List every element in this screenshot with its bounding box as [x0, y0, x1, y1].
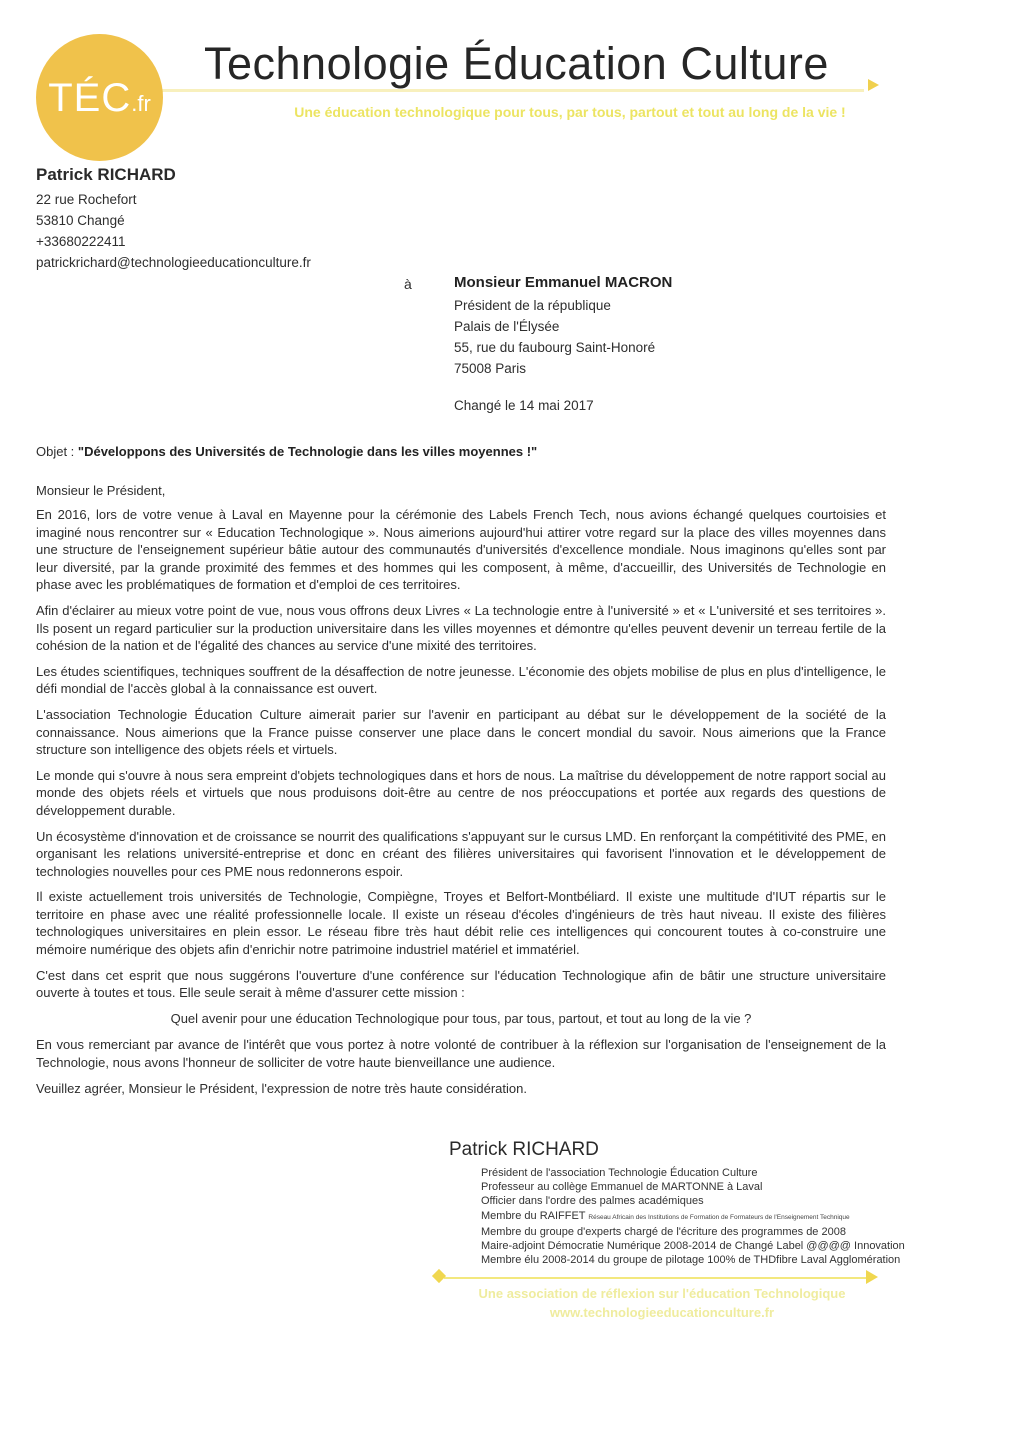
logo-main-text: TÉC: [48, 75, 132, 120]
footer-text: [452, 1284, 872, 1322]
signature-title: Président de l'association Technologie Éducation Culture: [481, 1167, 758, 1179]
signature-title: Membre du groupe d'experts chargé de l'écriture des programmes de 2008: [481, 1225, 846, 1238]
paragraph: Afin d'éclairer au mieux votre point de vue, nous vous offrons deux Livres « La technologie entre à l'université » et « L'université et ses territoires ». Ils posent un regard particulier sur la production universitaire dans les villes moyennes et démontre qu'elles peuvent devenir un terreau fertile de la cohésion de la nation et de l'égalité des chances au service d'une mixité des territoires.: [36, 602, 886, 654]
signature-title: Professeur au collège Emmanuel de MARTONNE à Laval: [481, 1181, 763, 1194]
paragraph: Le monde qui s'ouvre à nous sera empreint d'objets technologiques dans et hors de nous. La maîtrise du développement de notre rapport social au monde des objets réels et virtuels que nous produisons doit-être au centre de nos préoccupations et portée aux regards des questions de développement durable.: [36, 767, 886, 818]
footer-url: www.technologieeducationculture.fr: [549, 1305, 775, 1320]
paragraph: L'association Technologie Éducation Culture aimerait parier sur l'avenir en participant au débat sur le développement de la société de la connaissance. Nous aimerions que la France puisse conserver une place dans le concert mondial du savoir. Nous aimerions que la France structure son intelligence des objets réels et virtuels.: [36, 706, 886, 758]
paragraph: En vous remerciant par avance de l'intérêt que vous portez à notre volonté de contribuer à la réflexion sur l'organisation de l'enseignement de la Technologie, nous avons l'honneur de solliciter de votre haute bienveillance une audience.: [36, 1037, 886, 1071]
dateline: Changé le 14 mai 2017: [454, 398, 594, 413]
header-tagline: Une éducation technologique pour tous, par tous, partout et tout au long de la vie !: [294, 104, 846, 120]
salutation: Monsieur le Président,: [36, 483, 166, 498]
letter-body: [36, 506, 886, 1105]
subject-label: Objet :: [36, 444, 78, 459]
signature-titles: [481, 1166, 905, 1267]
recipient-line: 75008 Paris: [454, 361, 527, 376]
diamond-bullet-icon: [432, 1269, 446, 1283]
sender-block: [36, 164, 311, 273]
paragraph: Il existe actuellement trois universités de Technologie, Compiègne, Troyes et Belfort-Montbéliard. Il existe une multitude d'IUT répartis sur le territoire en phase avec une réalité professionnelle locale. Il existe un réseau d'écoles d'ingénieurs de très haut niveau. Il existe des filières technologiques universitaires en plein essor. Le réseau fibre très haut débit relie ces intelligences qui concourent toutes à co-construire une mémoire numérique des objets afin d'enrichir notre patrimoine industriel matériel et immatériel.: [36, 889, 886, 958]
paragraph: Les études scientifiques, techniques souffrent de la désaffection de notre jeunesse. L'économie des objets mobilise de plus en plus d'intelligence, le défi mondial de l'accès global à la connaissance est ouvert.: [36, 663, 886, 697]
sender-name: Patrick RICHARD: [36, 165, 176, 184]
footer-accent-rule: [444, 1277, 868, 1279]
recipient-name: Monsieur Emmanuel MACRON: [454, 274, 673, 291]
signature-title: Membre élu 2008-2014 du groupe de pilotage 100% de THDfibre Laval Agglomération: [481, 1254, 901, 1267]
sender-address-line: 22 rue Rochefort: [36, 192, 137, 207]
sender-phone: +33680222411: [36, 234, 126, 249]
recipient-block: [454, 272, 672, 379]
paragraph: Un écosystème d'innovation et de croissance se nourrit des qualifications s'appuyant sur le cursus LMD. En renforçant la compétitivité des PME, en organisant les relations université-entreprise et donc en créant des filières universitaires qui favorisent l'innovation et le développement de technologies nouvelles pour ces PME nous redonnerons espoir.: [36, 828, 886, 879]
subject-text: "Développons des Universités de Technologie dans les villes moyennes !": [77, 444, 538, 459]
paragraph: C'est dans cet esprit que nous suggérons l'ouverture d'une conférence sur l'éducation Technologique afin de bâtir une structure universitaire ouverte à toutes et tous. Elle seule serait à même d'assurer cette mission :: [36, 967, 886, 1001]
signature-title: Officier dans l'ordre des palmes académiques: [481, 1195, 704, 1208]
paragraph: Veuillez agréer, Monsieur le Président, l'expression de notre très haute considération.: [36, 1080, 527, 1096]
paragraph: En 2016, lors de votre venue à Laval en Mayenne pour la cérémonie des Labels French Tech, nous avions échangé quelques courtoisies et imaginé nous rencontrer sur « Education Technologique ». Nous aimerions aujourd'hui attirer votre regard sur la place des villes moyennes dans une structure de l'enseignement supérieur bâtie autour des communautés d'universités d'excellence mondiale. Nous imaginons qu'elles sont par leur diversité, par la grande proximité des femmes et des hommes qui les composent, à même, d'accueillir, des Universités de Technologie en phase avec les problématiques de formation et d'emploi de ces territoires.: [36, 507, 886, 593]
logo-suffix-text: .fr: [131, 90, 151, 116]
signature-title: Maire-adjoint Démocratie Numérique 2008-2014 de Changé Label @@@@ Innovation: [481, 1240, 905, 1253]
signature-title-raiffet: [481, 1209, 905, 1225]
subject-line: [36, 444, 537, 459]
footer-tagline: Une association de réflexion sur l'éducation Technologique: [478, 1286, 846, 1301]
recipient-prefix: à: [404, 276, 412, 292]
recipient-line: 55, rue du faubourg Saint-Honoré: [454, 340, 656, 355]
signature-name: Patrick RICHARD: [449, 1139, 599, 1160]
sender-email: patrickrichard@technologieeducationculture.fr: [36, 255, 311, 270]
recipient-line: Président de la république: [454, 298, 611, 313]
page-title: Technologie Éducation Culture: [204, 38, 829, 89]
raiffet-text: Membre du RAIFFET: [481, 1209, 589, 1222]
tec-logo: [36, 34, 163, 161]
raiffet-small-text: Réseau Africain des Institutions de Formation de Formateurs de l'Enseignement Technique: [588, 1213, 850, 1221]
recipient-line: Palais de l'Élysée: [454, 319, 560, 334]
arrow-right-icon: [866, 1270, 878, 1284]
question-line: Quel avenir pour une éducation Technologique pour tous, par tous, partout, et tout au long de la vie ?: [170, 1010, 752, 1026]
sender-address-line: 53810 Changé: [36, 213, 125, 228]
arrow-right-icon: [868, 79, 879, 91]
tec-logo-text: [48, 75, 151, 120]
